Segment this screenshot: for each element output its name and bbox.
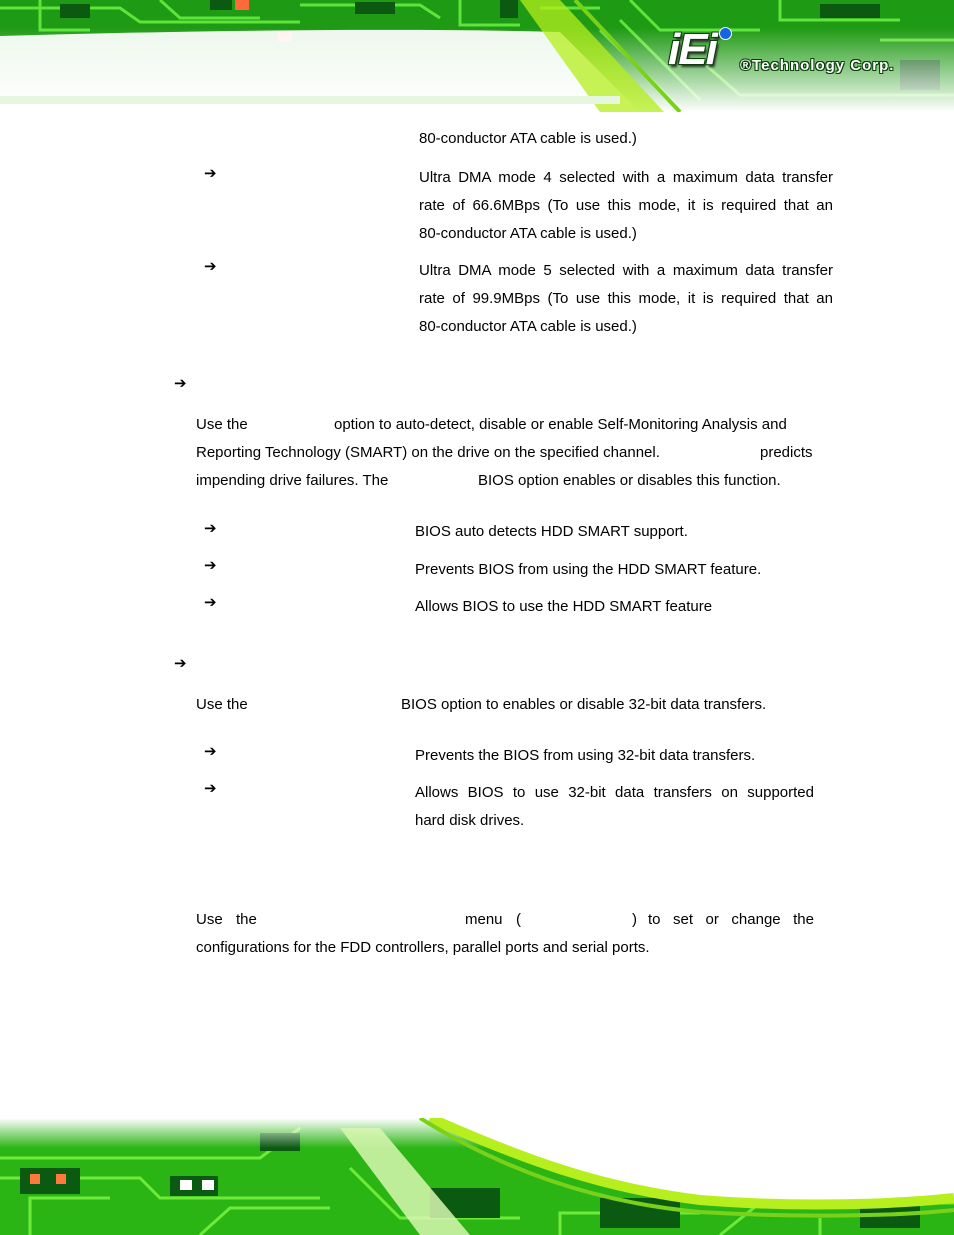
superio-para-word-the: the xyxy=(236,911,257,928)
arrow-right-icon: ➔ xyxy=(204,593,217,611)
arrow-right-icon: ➔ xyxy=(204,257,217,275)
superio-para-open-paren: ( xyxy=(516,911,521,928)
udma-mode5-line3: 80-conductor ATA cable is used.) xyxy=(419,318,637,335)
transfer-option-enabled-line1: Allows BIOS to use 32-bit data transfers on supported xyxy=(415,784,814,801)
company-logo xyxy=(664,26,944,82)
smart-para-line3-b: BIOS option enables or disables this function. xyxy=(478,472,781,489)
transfer-option-disabled: Prevents the BIOS from using 32-bit data transfers. xyxy=(415,747,756,764)
smart-para-line3-a: impending drive failures. The xyxy=(196,472,389,489)
arrow-right-icon: ➔ xyxy=(204,779,217,797)
udma-mode4-line1: Ultra DMA mode 4 selected with a maximum data transfer xyxy=(419,169,833,186)
logo-tagline: ®Technology Corp. xyxy=(740,57,895,74)
superio-para-line1-end: to set or change the xyxy=(648,911,814,928)
smart-para-line2-a: Reporting Technology (SMART) on the drive on the specified channel. xyxy=(196,444,660,461)
smart-para-line1-b: option to auto-detect, disable or enable Self-Monitoring Analysis and xyxy=(334,416,787,433)
arrow-right-icon: ➔ xyxy=(174,374,187,392)
superio-para-word-menu: menu xyxy=(465,911,503,928)
transfer-option-enabled-line2: hard disk drives. xyxy=(415,812,525,829)
transfer-para-line1-b: BIOS option to enables or disable 32-bit data transfers. xyxy=(401,696,767,713)
arrow-right-icon: ➔ xyxy=(204,556,217,574)
udma-mode5-line1: Ultra DMA mode 5 selected with a maximum data transfer xyxy=(419,262,833,279)
smart-para-line2-b: predicts xyxy=(760,444,813,461)
logo-dot-icon xyxy=(719,27,732,40)
logo-mark: iEi xyxy=(668,25,716,74)
udma-mode4-line3: 80-conductor ATA cable is used.) xyxy=(419,225,637,242)
page-header-banner xyxy=(0,0,954,112)
udma-mode5-line2: rate of 99.9MBps (To use this mode, it is required that an xyxy=(419,290,833,307)
circuit-board-footer-graphic xyxy=(0,1118,954,1235)
superio-para-word-use: Use xyxy=(196,911,223,928)
transfer-para-line1-a: Use the xyxy=(196,696,248,713)
smart-option-disabled: Prevents BIOS from using the HDD SMART feature. xyxy=(415,561,762,578)
superio-para-line2: configurations for the FDD controllers, parallel ports and serial ports. xyxy=(196,939,650,956)
smart-para-line1-a: Use the xyxy=(196,416,248,433)
arrow-right-icon: ➔ xyxy=(204,519,217,537)
udma-mode4-line2: rate of 66.6MBps (To use this mode, it is required that an xyxy=(419,197,833,214)
arrow-right-icon: ➔ xyxy=(204,164,217,182)
smart-option-enabled: Allows BIOS to use the HDD SMART feature xyxy=(415,598,713,615)
superio-para-close-paren: ) xyxy=(632,911,637,928)
arrow-right-icon: ➔ xyxy=(204,742,217,760)
text-line: 80-conductor ATA cable is used.) xyxy=(419,130,637,147)
smart-option-auto: BIOS auto detects HDD SMART support. xyxy=(415,523,688,540)
arrow-right-icon: ➔ xyxy=(174,654,187,672)
page-footer-banner xyxy=(0,1118,954,1235)
